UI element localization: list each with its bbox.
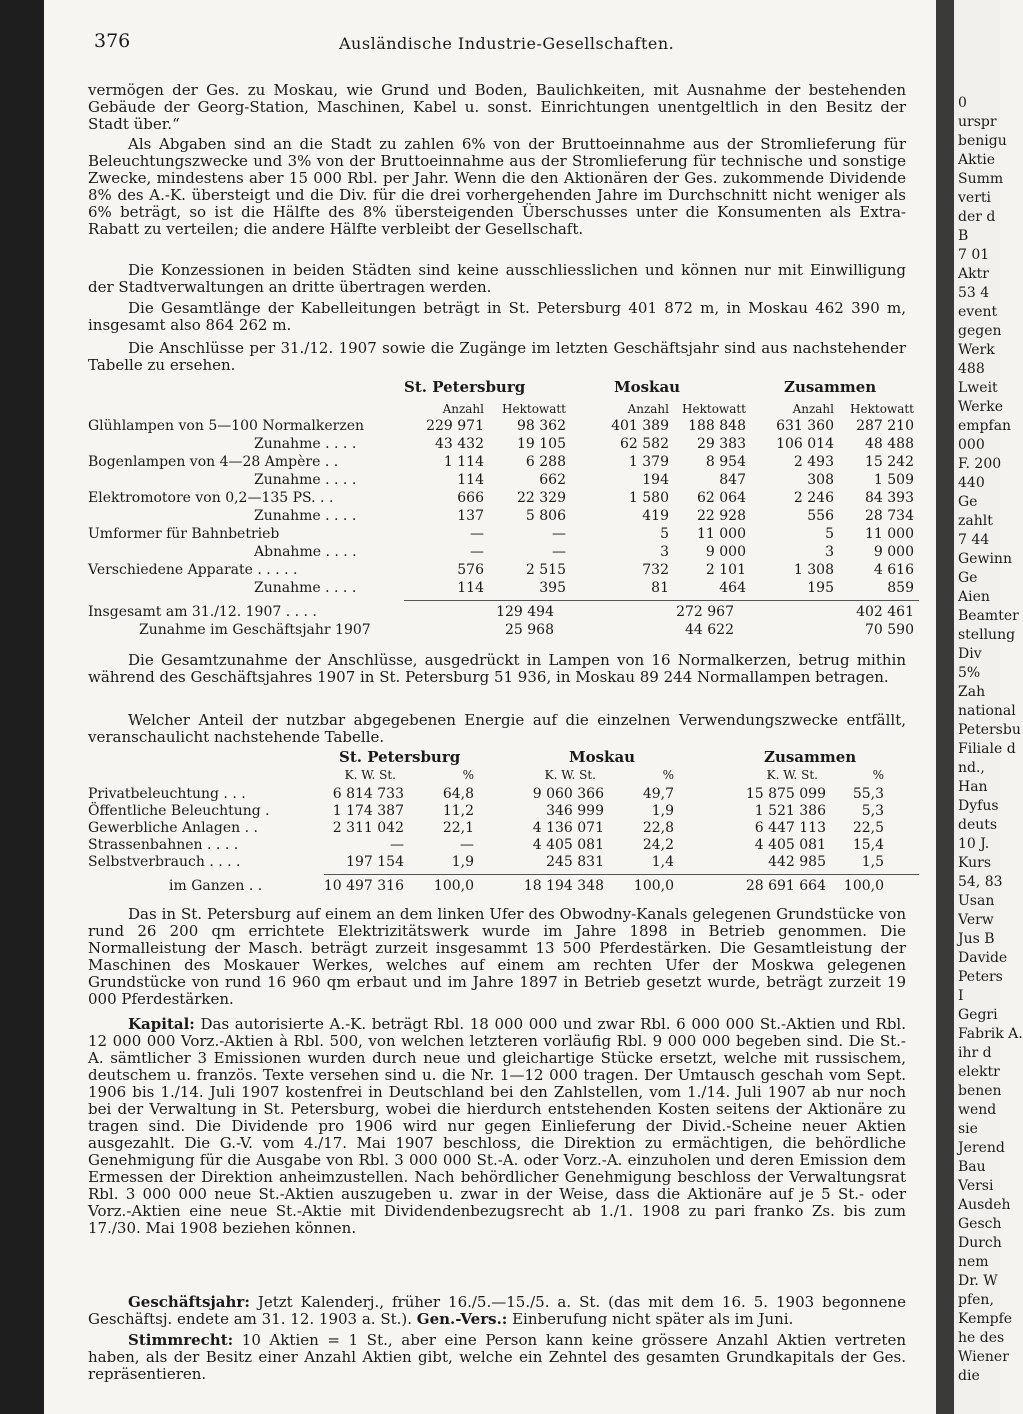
table1-row-label: Zunahme . . . . — [254, 436, 357, 452]
neighbor-text-fragment: 0 — [958, 95, 967, 111]
table2-group-1: Moskau — [569, 748, 636, 766]
neighbor-text-fragment: pfen, — [958, 1292, 994, 1308]
table1-increase-cell: 70 590 — [865, 622, 914, 638]
table2-row — [84, 820, 924, 838]
table1-increase-cell: 44 622 — [685, 622, 734, 638]
neighbor-text-fragment: he des — [958, 1330, 1005, 1346]
table1-cell: 5 806 — [525, 508, 566, 524]
table1-cell: 1 509 — [873, 472, 914, 488]
neighbor-text-fragment: Wiener — [958, 1349, 1009, 1365]
table1-cell: 2 246 — [793, 490, 834, 506]
table1-row-label: Bogenlampen von 4—28 Ampère . . — [88, 454, 339, 470]
table1-increase-cell: 25 968 — [505, 622, 554, 638]
table1-cell: 11 000 — [697, 526, 746, 542]
table1-cell: 1 379 — [628, 454, 669, 470]
table1-cell: 6 288 — [525, 454, 566, 470]
table2-sub-kwh: K. W. St. — [344, 768, 396, 782]
neighbor-text-fragment: urspr — [958, 114, 997, 130]
table2-cell: 22,1 — [442, 820, 474, 836]
table1-cell: — — [470, 526, 484, 542]
neighbor-text-fragment: ihr d — [958, 1045, 992, 1061]
table1-cell: 631 360 — [776, 418, 834, 434]
neighbor-text-fragment: benigu — [958, 133, 1007, 149]
table2-total-label: im Ganzen . . — [169, 878, 263, 894]
table2-cell: 1,9 — [451, 854, 474, 870]
table1-cell: 3 — [825, 544, 834, 560]
paragraph-7: Welcher Anteil der nutzbar abgegebenen Energie auf die einzelnen Verwendungszwecke entfällt, veranschaulicht nachstehende Tabelle. — [88, 711, 906, 746]
neighbor-text-fragment: Werk — [958, 342, 995, 358]
table2-cell: 4 405 081 — [754, 837, 826, 853]
neighbor-text-fragment: Gegri — [958, 1007, 998, 1023]
neighbor-text-fragment: Filiale d — [958, 741, 1016, 757]
table1-cell: 5 — [660, 526, 669, 542]
table1-group-1: Moskau — [614, 378, 681, 396]
table1-sub-hectowatt: Hektowatt — [850, 402, 914, 416]
table1-cell: 28 734 — [865, 508, 914, 524]
neighbor-text-fragment: der d — [958, 209, 996, 225]
table2-group-0: St. Petersburg — [339, 748, 461, 766]
table2-row-label: Strassenbahnen . . . . — [88, 837, 239, 853]
scan-left-margin — [0, 0, 44, 1414]
neighbor-text-fragment: I — [958, 988, 964, 1004]
neighbor-text-fragment: 54, 83 — [958, 874, 1003, 890]
table1-cell: 62 582 — [620, 436, 669, 452]
neighbor-text-fragment: Usan — [958, 893, 995, 909]
paragraph-4: Die Gesamtlänge der Kabelleitungen beträgt in St. Petersburg 401 872 m, in Moskau 462 390 m, insgesamt also 864 262 m. — [88, 299, 906, 334]
table2-cell: 22,5 — [852, 820, 884, 836]
table1-cell: 576 — [457, 562, 484, 578]
table1-row-label: Verschiedene Apparate . . . . . — [88, 562, 298, 578]
table2-sub-kwh: K. W. St. — [544, 768, 596, 782]
fiscal-year-label: Geschäftsjahr: — [128, 1293, 250, 1311]
table1-cell: 2 493 — [793, 454, 834, 470]
neighbor-text-fragment: 000 — [958, 437, 985, 453]
neighbor-text-fragment: Gewinn — [958, 551, 1012, 567]
table1-sub-count: Anzahl — [792, 402, 834, 416]
neighbor-text-fragment: Kurs — [958, 855, 992, 871]
table2-cell: 9 060 366 — [532, 786, 604, 802]
table1-cell: 62 064 — [697, 490, 746, 506]
table1-cell: 22 329 — [517, 490, 566, 506]
neighbor-text-fragment: verti — [958, 190, 991, 206]
table1-group-header — [84, 378, 924, 396]
table2-cell: 5,3 — [861, 803, 884, 819]
neighbor-text-fragment: stellung — [958, 627, 1016, 643]
neighbor-text-fragment: Werke — [958, 399, 1003, 415]
table1-cell: 4 616 — [873, 562, 914, 578]
neighbor-text-fragment: 7 01 — [958, 247, 990, 263]
neighbor-text-fragment: Div — [958, 646, 982, 662]
table1-increase-label: Zunahme im Geschäftsjahr 1907 — [139, 622, 371, 638]
paragraph-fiscal-year — [88, 1294, 906, 1328]
table1-cell: 464 — [719, 580, 746, 596]
table2-row — [84, 854, 924, 872]
general-meeting-text: Einberufung nicht später als im Juni. — [512, 1310, 794, 1328]
table1-cell: — — [552, 544, 566, 560]
capital-text: Das autorisierte A.-K. beträgt Rbl. 18 000 000 und zwar Rbl. 6 000 000 St.-Aktien und Rbl. 12 000 000 Vorz.-Aktien à Rbl. 500, von welchen letzteren vorläufig Rbl. 9 000 000 begeben sind. Die St.-A. sämtlicher 3 Emissionen wurden durch neue und gleichartige Stücke ersetzt, welche mit russischem, deutschem u. französ. Texte versehen sind u. die Nr. 1—12 000 tragen. Der Umtausch geschah vom Sept. 1906 bis 1./14. Juli 1907 kostenfrei in Deutschland bei den Zahlstellen, vom 1./14. Juli 1907 ab nur noch bei der Verwaltung in St. Petersburg, wobei die hierdurch entstehenden Kosten seitens der Aktionäre zu tragen sind. Die Dividende pro 1906 wird nur gegen Einlieferung der Divid.-Scheine neuer Aktien ausgezahlt. Die G.-V. vom 4./17. Mai 1907 beschloss, die Direktion zu ermächtigen, die behördliche Genehmigung für die Ausgabe von Rbl. 3 000 000 St.-A. oder Vorz.-A. einzuholen und deren Emission dem Ermessen der Direktion anheimzustellen. Nach behördlicher Genehmigung beschloss der Verwaltungsrat Rbl. 3 000 000 neue St.-Aktien auszugeben u. zwar in der Weise, dass die Aktionäre auf je 5 St.- oder Vorz.-Aktien eine neue St.-Aktie mit Dividendenbezugsrecht ab 1./1. 1908 zu pari franko Zs. bis zum 17./30. Mai 1908 beziehen können. — [88, 1015, 906, 1237]
neighbor-text-fragment: sie — [958, 1121, 978, 1137]
table1-cell: 188 848 — [688, 418, 746, 434]
neighbor-text-fragment: Petersbu — [958, 722, 1021, 738]
book-gutter — [936, 0, 954, 1414]
table1-row — [84, 544, 924, 562]
table1-total-label: Insgesamt am 31./12. 1907 . . . . — [88, 604, 317, 620]
table2-total-cell: 100,0 — [843, 878, 884, 894]
table2-cell: — — [460, 837, 474, 853]
table1-row — [84, 580, 924, 598]
table1-cell: 5 — [825, 526, 834, 542]
table1-total-row — [84, 604, 924, 622]
table1-increase-row — [84, 622, 924, 640]
table1-cell: 114 — [457, 580, 484, 596]
neighbor-text-fragment: Ge — [958, 570, 978, 586]
table1-cell: 15 242 — [865, 454, 914, 470]
table1-cell: 2 515 — [525, 562, 566, 578]
table1-cell: — — [470, 544, 484, 560]
table1-row-label: Umformer für Bahnbetrieb — [88, 526, 280, 542]
running-title: Ausländische Industrie-Gesellschaften. — [339, 34, 675, 53]
table1-cell: 308 — [807, 472, 834, 488]
table2-group-header — [84, 748, 924, 766]
table1-row — [84, 418, 924, 436]
table1-cell: 666 — [457, 490, 484, 506]
neighbor-text-fragment: 440 — [958, 475, 985, 491]
neighbor-text-fragment: Summ — [958, 171, 1004, 187]
table2-cell: 1,9 — [651, 803, 674, 819]
table1-cell: 29 383 — [697, 436, 746, 452]
table1-cell: — — [552, 526, 566, 542]
connections-table — [84, 378, 924, 648]
neighbor-text-fragment: gegen — [958, 323, 1002, 339]
fiscal-year-text: Jetzt Kalenderj., früher 16./5.—15./5. a. St. (das mit dem 16. 5. 1903 begonnene Geschäftsj. endete am 31. 12. 1903 a. St.). — [88, 1293, 907, 1328]
table1-cell: 84 393 — [865, 490, 914, 506]
table1-group-0: St. Petersburg — [404, 378, 526, 396]
table1-total-cell: 402 461 — [856, 604, 914, 620]
paragraph-8: Das in St. Petersburg auf einem an dem linken Ufer des Obwodny-Kanals gelegenen Grundstücke von rund 26 200 qm errichtete Elektrizitätswerk wurde im Jahre 1898 in Betrieb genommen. Die Normalleistung der Masch. beträgt zurzeit insgesammt 13 500 Pferdestärken. Die Gesamtleistung der Maschinen des Moskauer Werkes, welches auf einem am rechten Ufer der Moskwa gelegenen Grundstücke von rund 16 960 qm erbaut und im Jahre 1897 in Betrieb gesetzt wurde, beträgt zurzeit 19 000 Pferdestärken. — [88, 905, 906, 1008]
running-header — [94, 30, 914, 64]
table2-total-cell: 10 497 316 — [323, 878, 404, 894]
neighbor-text-fragment: die — [958, 1368, 980, 1384]
neighbor-text-fragment: 10 J. — [958, 836, 990, 852]
table2-cell: 22,8 — [642, 820, 674, 836]
table1-row-label: Elektromotore von 0,2—135 PS. . . — [88, 490, 334, 506]
table1-row-label: Zunahme . . . . — [254, 472, 357, 488]
table2-cell: — — [390, 837, 404, 853]
table1-sub-hectowatt: Hektowatt — [502, 402, 566, 416]
table1-sub-count: Anzahl — [442, 402, 484, 416]
neighbor-text-fragment: Jerend — [958, 1140, 1005, 1156]
neighbor-text-fragment: empfan — [958, 418, 1012, 434]
table1-row — [84, 562, 924, 580]
table1-total-cell: 272 967 — [676, 604, 734, 620]
table1-cell: 859 — [887, 580, 914, 596]
neighbor-text-fragment: deuts — [958, 817, 998, 833]
table2-cell: 15,4 — [852, 837, 884, 853]
table1-cell: 19 105 — [517, 436, 566, 452]
table1-cell: 195 — [807, 580, 834, 596]
table1-row — [84, 490, 924, 508]
table2-row — [84, 803, 924, 821]
paragraph-2: Als Abgaben sind an die Stadt zu zahlen 6% von der Bruttoeinnahme aus der Stromlieferung für Beleuchtungszwecke und 3% von der Bruttoeinnahme aus der Stromlieferung für technische und sonstige Zwecke, mindestens aber 15 000 Rbl. per Jahr. Wenn die den Aktionären der Ges. zukommende Dividende 8% des A.-K. übersteigt und die Div. für die drei vorhergehenden Jahre im Durchschnitt nicht weniger als 6% beträgt, so ist die Hälfte des 8% übersteigenden Überschusses unter die Konsumenten als Extra-Rabatt zu verteilen; die andere Hälfte verbleibt der Gesellschaft. — [88, 135, 906, 238]
table1-cell: 9 000 — [705, 544, 746, 560]
neighbor-text-fragment: Lweit — [958, 380, 998, 396]
table1-row — [84, 436, 924, 454]
table2-total-cell: 100,0 — [633, 878, 674, 894]
table2-cell: 15 875 099 — [745, 786, 826, 802]
table2-row-label: Öffentliche Beleuchtung . — [88, 803, 270, 819]
table2-row — [84, 837, 924, 855]
paragraph-voting — [88, 1332, 906, 1383]
table1-cell: 732 — [642, 562, 669, 578]
table2-row-label: Gewerbliche Anlagen . . — [88, 820, 258, 836]
table2-subheader — [84, 768, 924, 786]
neighbor-text-fragment: Durch — [958, 1235, 1002, 1251]
table2-row-label: Privatbeleuchtung . . . — [88, 786, 246, 802]
table2-row — [84, 786, 924, 804]
neighbor-text-fragment: Ausdeh — [958, 1197, 1011, 1213]
table1-row — [84, 472, 924, 490]
voting-label: Stimmrecht: — [128, 1331, 234, 1349]
table2-total-row — [84, 878, 924, 896]
neighbor-text-fragment: benen — [958, 1083, 1002, 1099]
table2-cell: 6 447 113 — [754, 820, 826, 836]
table2-cell: 197 154 — [346, 854, 404, 870]
table1-cell: 401 389 — [611, 418, 669, 434]
neighbor-text-fragment: Peters — [958, 969, 1003, 985]
neighbor-text-fragment: Gesch — [958, 1216, 1002, 1232]
table1-cell: 2 101 — [705, 562, 746, 578]
table1-cell: 194 — [642, 472, 669, 488]
table2-cell: 49,7 — [642, 786, 674, 802]
paragraph-3: Die Konzessionen in beiden Städten sind keine ausschliesslichen und können nur mit Einwilligung der Stadtverwaltungen an dritte übertragen werden. — [88, 261, 906, 296]
table2-cell: 6 814 733 — [332, 786, 404, 802]
table1-cell: 419 — [642, 508, 669, 524]
neighbor-text-fragment: Aktr — [958, 266, 989, 282]
voting-text: 10 Aktien = 1 St., aber eine Person kann keine grössere Anzahl Aktien vertreten haben, als der Besitz einer Anzahl Aktien gibt, welche ein Zehntel des gesamten Grundkapitals der Ges. repräsentieren. — [88, 1331, 906, 1383]
table2-sum-rule — [324, 874, 919, 875]
table2-row-label: Selbstverbrauch . . . . — [88, 854, 241, 870]
table2-total-cell: 28 691 664 — [745, 878, 826, 894]
table1-row-label: Abnahme . . . . — [254, 544, 357, 560]
neighbor-text-fragment: Jus B — [958, 931, 995, 947]
neighbor-text-fragment: Verw — [958, 912, 994, 928]
table2-cell: 1 521 386 — [754, 803, 826, 819]
table2-cell: 2 311 042 — [332, 820, 404, 836]
neighbor-page-fragment — [954, 0, 1023, 1414]
table1-row — [84, 454, 924, 472]
table1-row — [84, 508, 924, 526]
table2-sub-percent: % — [462, 768, 474, 782]
neighbor-text-fragment: Dr. W — [958, 1273, 998, 1289]
neighbor-text-fragment: elektr — [958, 1064, 1000, 1080]
neighbor-text-fragment: B — [958, 228, 969, 244]
table2-cell: 24,2 — [642, 837, 674, 853]
table1-group-2: Zusammen — [784, 378, 877, 396]
table2-cell: 1,5 — [861, 854, 884, 870]
table1-cell: 395 — [539, 580, 566, 596]
table1-cell: 1 580 — [628, 490, 669, 506]
paragraph-5: Die Anschlüsse per 31./12. 1907 sowie die Zugänge im letzten Geschäftsjahr sind aus nachstehender Tabelle zu ersehen. — [88, 339, 906, 374]
neighbor-text-fragment: event — [958, 304, 998, 320]
table1-row — [84, 526, 924, 544]
table2-cell: 245 831 — [546, 854, 604, 870]
neighbor-text-fragment: nd., — [958, 760, 985, 776]
table1-row-label: Glühlampen von 5—100 Normalkerzen — [88, 418, 365, 434]
table1-cell: 22 928 — [697, 508, 746, 524]
neighbor-text-fragment: national — [958, 703, 1016, 719]
table1-cell: 137 — [457, 508, 484, 524]
neighbor-text-fragment: 53 4 — [958, 285, 990, 301]
table1-cell: 847 — [719, 472, 746, 488]
neighbor-text-fragment: wend — [958, 1102, 997, 1118]
neighbor-text-fragment: Zah — [958, 684, 986, 700]
neighbor-text-fragment: Dyfus — [958, 798, 999, 814]
table2-sub-percent: % — [662, 768, 674, 782]
table1-cell: 556 — [807, 508, 834, 524]
table1-cell: 9 000 — [873, 544, 914, 560]
table2-cell: 4 405 081 — [532, 837, 604, 853]
table1-cell: 1 308 — [793, 562, 834, 578]
table1-cell: 48 488 — [865, 436, 914, 452]
neighbor-text-fragment: nem — [958, 1254, 989, 1270]
energy-usage-table — [84, 748, 924, 908]
neighbor-text-fragment: Fabrik A. — [958, 1026, 1023, 1042]
page-number: 376 — [94, 30, 131, 52]
table1-sub-count: Anzahl — [627, 402, 669, 416]
table1-total-cell: 129 494 — [496, 604, 554, 620]
table2-sub-percent: % — [872, 768, 884, 782]
table1-cell: 287 210 — [856, 418, 914, 434]
table1-cell: 1 114 — [443, 454, 484, 470]
general-meeting-label: Gen.-Vers.: — [416, 1310, 508, 1328]
paragraph-1: vermögen der Ges. zu Moskau, wie Grund und Boden, Baulichkeiten, mit Ausnahme der bestehenden Gebäude der Georg-Station, Maschinen, Kabel u. sonst. Einrichtungen unentgeltlich in den Besitz der Stadt über.“ — [88, 81, 906, 133]
table2-cell: 55,3 — [852, 786, 884, 802]
neighbor-text-fragment: Davide — [958, 950, 1008, 966]
table2-cell: 442 985 — [768, 854, 826, 870]
table1-cell: 81 — [651, 580, 669, 596]
paragraph-6: Die Gesamtzunahme der Anschlüsse, ausgedrückt in Lampen von 16 Normalkerzen, betrug mithin während des Geschäftsjahres 1907 in St. Petersburg 51 936, in Moskau 89 244 Normallampen betragen. — [88, 651, 906, 686]
neighbor-text-fragment: Bau — [958, 1159, 986, 1175]
table1-cell: 8 954 — [705, 454, 746, 470]
table1-cell: 106 014 — [776, 436, 834, 452]
neighbor-text-fragment: Aktie — [958, 152, 995, 168]
table1-cell: 229 971 — [426, 418, 484, 434]
table2-cell: 4 136 071 — [532, 820, 604, 836]
table1-cell: 98 362 — [517, 418, 566, 434]
table1-cell: 662 — [539, 472, 566, 488]
table2-cell: 11,2 — [442, 803, 474, 819]
table2-total-cell: 100,0 — [433, 878, 474, 894]
paragraph-capital — [88, 1016, 906, 1237]
table1-cell: 43 432 — [435, 436, 484, 452]
table1-cell: 3 — [660, 544, 669, 560]
neighbor-text-fragment: 488 — [958, 361, 985, 377]
neighbor-text-fragment: F. 200 — [958, 456, 1002, 472]
table2-cell: 1,4 — [651, 854, 674, 870]
capital-label: Kapital: — [128, 1015, 195, 1033]
neighbor-text-fragment: Ge — [958, 494, 978, 510]
table2-cell: 64,8 — [442, 786, 474, 802]
neighbor-text-fragment: Kempfe — [958, 1311, 1013, 1327]
neighbor-text-fragment: 7 44 — [958, 532, 990, 548]
neighbor-text-fragment: Versi — [958, 1178, 994, 1194]
neighbor-text-fragment: Han — [958, 779, 988, 795]
table1-cell: 11 000 — [865, 526, 914, 542]
neighbor-text-fragment: Beamter — [958, 608, 1019, 624]
table2-group-2: Zusammen — [764, 748, 857, 766]
table2-cell: 346 999 — [546, 803, 604, 819]
table2-sub-kwh: K. W. St. — [766, 768, 818, 782]
neighbor-text-fragment: 5% — [958, 665, 981, 681]
table1-sum-rule — [404, 600, 919, 601]
table2-total-cell: 18 194 348 — [523, 878, 604, 894]
table1-row-label: Zunahme . . . . — [254, 580, 357, 596]
table1-cell: 114 — [457, 472, 484, 488]
table1-row-label: Zunahme . . . . — [254, 508, 357, 524]
neighbor-text-fragment: Aien — [958, 589, 990, 605]
neighbor-text-fragment: zahlt — [958, 513, 993, 529]
table2-cell: 1 174 387 — [332, 803, 404, 819]
table1-sub-hectowatt: Hektowatt — [682, 402, 746, 416]
